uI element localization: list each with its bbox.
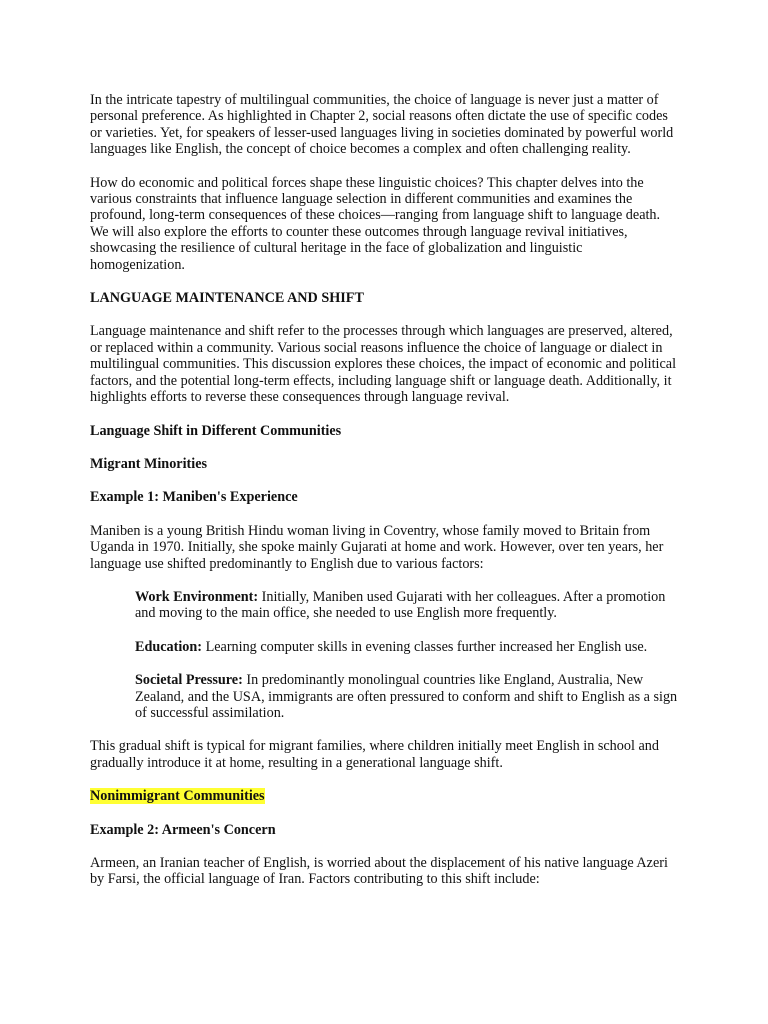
factor-text: Initially, Maniben used Gujarati with her colleagues. After a promotion and moving to the main office, she needed to use English more frequently.: [135, 588, 666, 622]
document-page: [90, 92, 680, 905]
gradual-shift-paragraph: This gradual shift is typical for migrant families, where children initially meet English in school and gradually introduce it at home, resulting in a generational language shift.: [90, 738, 659, 771]
subheading-migrant-minorities: Migrant Minorities: [90, 455, 208, 472]
factor-work-environment: [135, 589, 680, 622]
factor-term: Education:: [135, 638, 203, 655]
example-1-paragraph: Maniben is a young British Hindu woman living in Coventry, whose family moved to Britain from Uganda in 1970. Initially, she spoke mainly Gujarati at home and work. However, over ten years, her language use shifted predominantly to English due to various factors:: [90, 522, 664, 572]
factor-societal-pressure: [135, 672, 680, 721]
subheading-language-shift: Language Shift in Different Communities: [90, 422, 342, 439]
intro-paragraph-1: In the intricate tapestry of multilingual communities, the choice of language is never just a matter of personal preference. As highlighted in Chapter 2, social reasons often dictate the use of specific codes or varieties. Yet, for speakers of lesser-used languages living in societies dominated by powerful world languages like English, the concept of choice becomes a complex and often challenging reality.: [90, 92, 674, 158]
subheading-example-2: Example 2: Armeen's Concern: [90, 821, 276, 838]
maintenance-shift-paragraph: Language maintenance and shift refer to the processes through which languages are preserved, altered, or replaced within a community. Various social reasons influence the choice of language or dialect in multilingual communities. This discussion explores these choices, the impact of economic and political factors, and the potential long-term effects, including language shift or language death. Additionally, it highlights efforts to reverse these consequences through language revival.: [90, 323, 677, 406]
factor-education: [135, 639, 680, 655]
subheading-example-1: Example 1: Maniben's Experience: [90, 489, 298, 506]
section-heading-maintenance-shift: LANGUAGE MAINTENANCE AND SHIFT: [90, 290, 364, 307]
subheading-nonimmigrant-communities: [90, 788, 680, 804]
factor-term: Societal Pressure:: [135, 672, 243, 689]
factor-text: In predominantly monolingual countries like England, Australia, New Zealand, and the USA, immigrants are often pressured to conform and shift to English as a sign of successful assimilation.: [135, 672, 678, 721]
example-2-paragraph: Armeen, an Iranian teacher of English, is worried about the displacement of his native language Azeri by Farsi, the official language of Iran. Factors contributing to this shift include:: [90, 855, 668, 888]
factor-term: Work Environment:: [135, 588, 259, 605]
highlighted-text: Nonimmigrant Communities: [90, 788, 265, 805]
intro-paragraph-2: How do economic and political forces shape these linguistic choices? This chapter delves into the various constraints that influence language selection in different communities and examines the profound, long-term consequences of these choices—ranging from language shift to language death. We will also explore the efforts to counter these outcomes through language revival initiatives, showcasing the resilience of cultural heritage in the face of globalization and linguistic homogenization.: [90, 174, 661, 273]
factor-text: Learning computer skills in evening classes further increased her English use.: [202, 638, 648, 655]
